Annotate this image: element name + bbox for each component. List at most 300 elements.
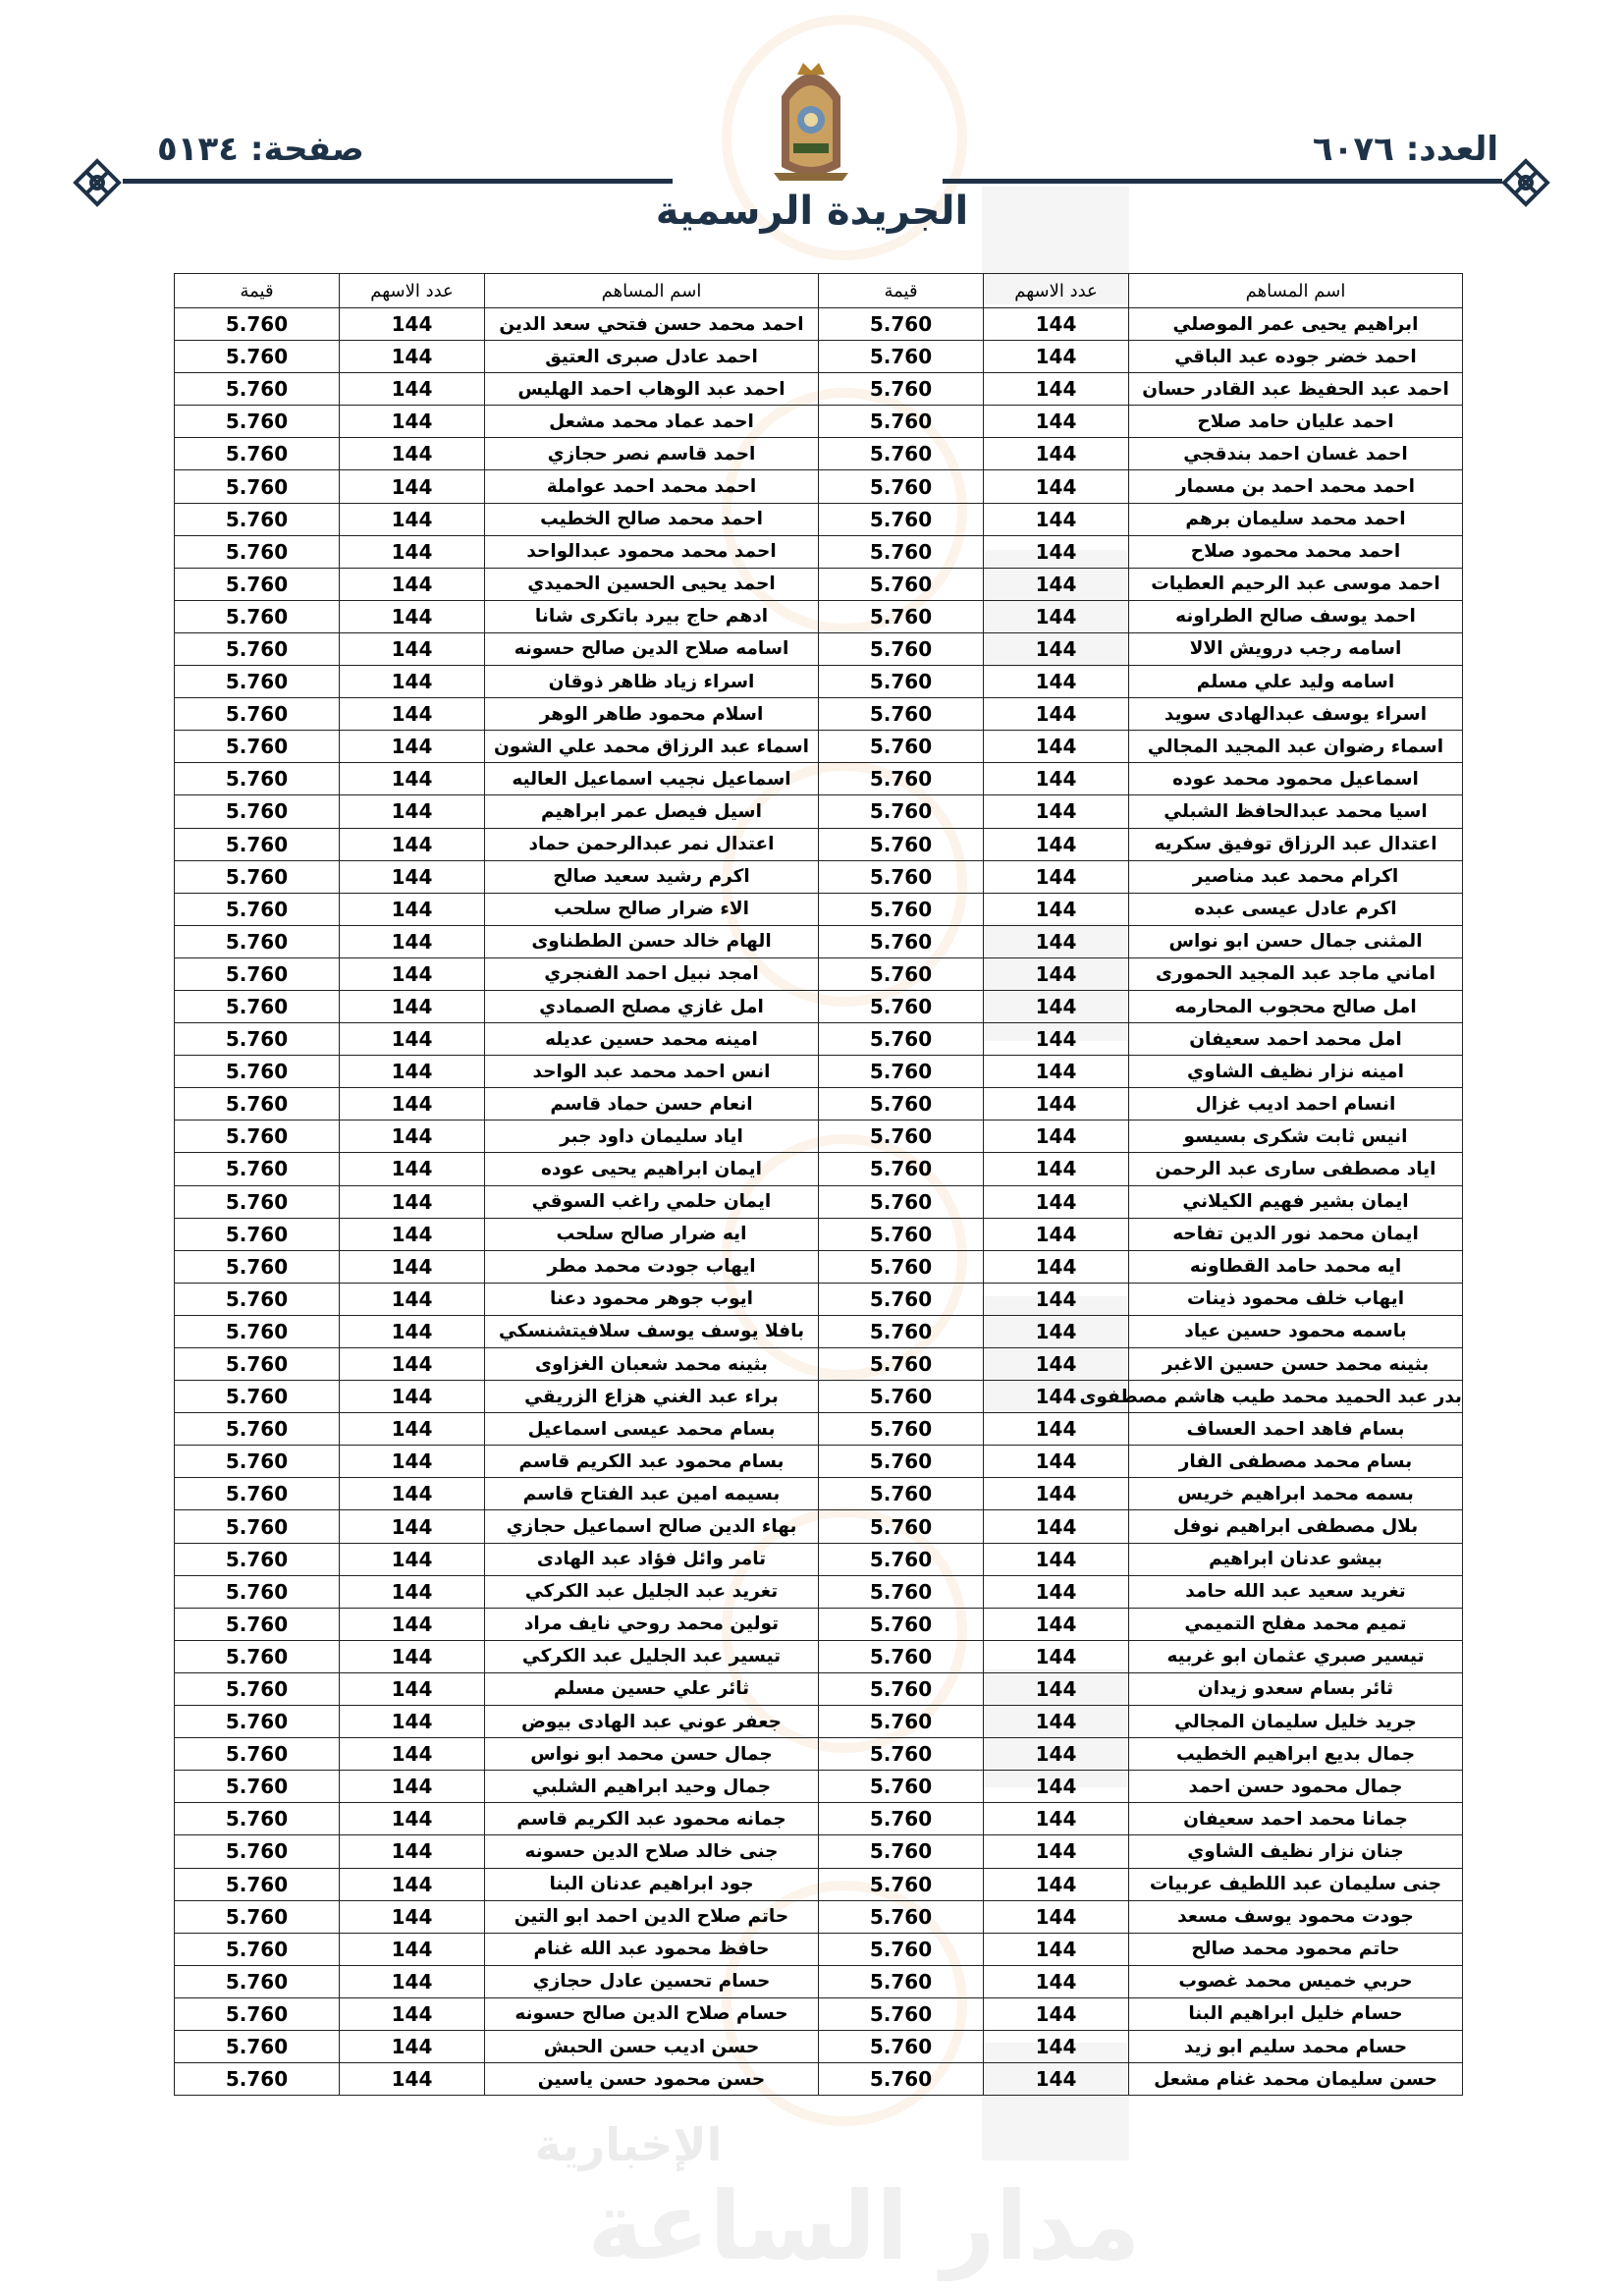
shareholder-name-right: بيشو عدنان ابراهيم — [1129, 1543, 1463, 1575]
share-value-left: 5.760 — [175, 1868, 340, 1900]
share-value-left: 5.760 — [175, 1283, 340, 1315]
shareholder-name-left: احمد محمد محمود عبدالواحد — [485, 535, 819, 568]
table-row — [175, 1738, 1463, 1771]
shareholder-name-right: اسماعيل محمود محمد عوده — [1129, 763, 1463, 795]
share-count-right: 144 — [984, 568, 1129, 600]
shareholder-name-left: احمد عادل صبرى العتيق — [485, 341, 819, 373]
table-row — [175, 308, 1463, 341]
shareholder-name-right: اسماء رضوان عبد المجيد المجالي — [1129, 731, 1463, 763]
share-value-left: 5.760 — [175, 1023, 340, 1056]
header-value-left: قيمة — [175, 274, 340, 308]
share-value-left: 5.760 — [175, 438, 340, 470]
share-value-right: 5.760 — [819, 957, 984, 990]
share-count-right: 144 — [984, 795, 1129, 828]
share-value-left: 5.760 — [175, 632, 340, 665]
shareholder-name-left: اياد سليمان داود جبر — [485, 1121, 819, 1153]
table-row — [175, 1315, 1463, 1347]
shareholder-name-right: حسام محمد سليم ابو زيد — [1129, 2030, 1463, 2062]
share-value-right: 5.760 — [819, 1218, 984, 1250]
share-value-left: 5.760 — [175, 1185, 340, 1218]
shareholder-name-right: احمد عليان حامد صلاح — [1129, 406, 1463, 438]
shareholder-name-left: اسراء زياد ظاهر ذوقان — [485, 666, 819, 698]
share-count-right: 144 — [984, 1250, 1129, 1283]
share-value-right: 5.760 — [819, 406, 984, 438]
share-value-right: 5.760 — [819, 1446, 984, 1478]
share-count-left: 144 — [340, 1121, 485, 1153]
share-count-right: 144 — [984, 1575, 1129, 1608]
table-row — [175, 1543, 1463, 1575]
share-value-right: 5.760 — [819, 373, 984, 406]
shareholder-name-left: احمد عماد محمد مشعل — [485, 406, 819, 438]
table-row — [175, 406, 1463, 438]
share-count-right: 144 — [984, 1283, 1129, 1315]
table-body — [175, 308, 1463, 2096]
table-row — [175, 1868, 1463, 1900]
share-value-left: 5.760 — [175, 1965, 340, 1997]
share-value-left: 5.760 — [175, 698, 340, 731]
table-row — [175, 568, 1463, 600]
shareholder-name-right: ايمان بشير فهيم الكيلاني — [1129, 1185, 1463, 1218]
share-count-left: 144 — [340, 893, 485, 925]
share-count-right: 144 — [984, 893, 1129, 925]
share-count-left: 144 — [340, 1283, 485, 1315]
shareholder-name-right: احمد يوسف صالح الطراونه — [1129, 600, 1463, 632]
shareholder-name-left: اعتدال نمر عبدالرحمن حماد — [485, 828, 819, 860]
shareholder-name-left: امجد نبيل احمد الفنجري — [485, 957, 819, 990]
share-value-left: 5.760 — [175, 1835, 340, 1868]
table-row — [175, 763, 1463, 795]
share-count-right: 144 — [984, 1706, 1129, 1738]
share-value-right: 5.760 — [819, 2030, 984, 2062]
shareholder-name-left: ايمان حلمي راغب السوقي — [485, 1185, 819, 1218]
share-value-left: 5.760 — [175, 470, 340, 503]
shareholder-name-right: ايمان محمد نور الدين تفاحه — [1129, 1218, 1463, 1250]
shareholder-name-left: براء عبد الغني هزاع الزريقي — [485, 1381, 819, 1413]
shareholder-name-right: اسامه رجب درويش الالا — [1129, 632, 1463, 665]
shareholder-name-left: اسيل فيصل عمر ابراهيم — [485, 795, 819, 828]
share-value-left: 5.760 — [175, 763, 340, 795]
share-count-left: 144 — [340, 925, 485, 957]
shareholder-name-right: احمد محمد محمود صلاح — [1129, 535, 1463, 568]
share-value-right: 5.760 — [819, 795, 984, 828]
shareholder-name-left: احمد قاسم نصر حجازي — [485, 438, 819, 470]
share-count-left: 144 — [340, 828, 485, 860]
share-value-left: 5.760 — [175, 1250, 340, 1283]
share-count-right: 144 — [984, 1933, 1129, 1965]
share-value-left: 5.760 — [175, 341, 340, 373]
share-count-left: 144 — [340, 1510, 485, 1543]
shareholder-name-left: بسام محمد عيسى اسماعيل — [485, 1413, 819, 1446]
shareholder-name-right: احمد محمد احمد بن مسمار — [1129, 470, 1463, 503]
shareholders-table-container — [175, 273, 1463, 2096]
share-value-left: 5.760 — [175, 1056, 340, 1088]
share-value-left: 5.760 — [175, 1315, 340, 1347]
share-value-left: 5.760 — [175, 1153, 340, 1185]
shareholder-name-left: تامر وائل فؤاد عبد الهادى — [485, 1543, 819, 1575]
shareholder-name-left: بسيمه امين عبد الفتاح قاسم — [485, 1478, 819, 1510]
shareholder-name-right: اكرم عادل عيسى عبده — [1129, 893, 1463, 925]
shareholder-name-right: تميم محمد مفلح التميمي — [1129, 1608, 1463, 1640]
shareholder-name-right: ثائر بسام سعدو زيدان — [1129, 1672, 1463, 1705]
share-count-right: 144 — [984, 1348, 1129, 1381]
share-count-right: 144 — [984, 632, 1129, 665]
share-value-right: 5.760 — [819, 828, 984, 860]
shareholder-name-left: انعام حسن حماد قاسم — [485, 1088, 819, 1121]
share-count-right: 144 — [984, 1153, 1129, 1185]
share-count-right: 144 — [984, 2030, 1129, 2062]
share-value-right: 5.760 — [819, 1835, 984, 1868]
shareholder-name-right: ايهاب خلف محمود ذينات — [1129, 1283, 1463, 1315]
share-count-right: 144 — [984, 1672, 1129, 1705]
table-row — [175, 1056, 1463, 1088]
share-value-left: 5.760 — [175, 1446, 340, 1478]
share-count-right: 144 — [984, 1088, 1129, 1121]
header-name-left: اسم المساهم — [485, 274, 819, 308]
table-row — [175, 1640, 1463, 1672]
shareholder-name-right: احمد محمد سليمان برهم — [1129, 503, 1463, 535]
share-count-left: 144 — [340, 535, 485, 568]
shareholder-name-left: ايمان ابراهيم يحيى عوده — [485, 1153, 819, 1185]
share-value-left: 5.760 — [175, 1933, 340, 1965]
shareholder-name-left: ايه ضرار صالح سلحب — [485, 1218, 819, 1250]
share-value-right: 5.760 — [819, 1771, 984, 1803]
shareholder-name-left: جنى خالد صلاح الدين حسونه — [485, 1835, 819, 1868]
share-value-right: 5.760 — [819, 860, 984, 893]
shareholder-name-right: احمد عبد الحفيظ عبد القادر حسان — [1129, 373, 1463, 406]
shareholder-name-right: باسمه محمود حسين عياد — [1129, 1315, 1463, 1347]
table-row — [175, 1835, 1463, 1868]
share-value-right: 5.760 — [819, 1706, 984, 1738]
share-count-left: 144 — [340, 1997, 485, 2030]
shareholder-name-left: احمد يحيى الحسين الحميدي — [485, 568, 819, 600]
share-count-left: 144 — [340, 1672, 485, 1705]
table-row — [175, 535, 1463, 568]
shareholder-name-right: اكرام محمد عبد مناصير — [1129, 860, 1463, 893]
share-value-left: 5.760 — [175, 1672, 340, 1705]
share-value-left: 5.760 — [175, 1413, 340, 1446]
shareholder-name-left: حسن اديب حسن الحبش — [485, 2030, 819, 2062]
table-row — [175, 1672, 1463, 1705]
share-count-left: 144 — [340, 1543, 485, 1575]
share-value-right: 5.760 — [819, 1088, 984, 1121]
share-value-right: 5.760 — [819, 1121, 984, 1153]
share-value-right: 5.760 — [819, 1965, 984, 1997]
shareholder-name-left: حسام تحسين عادل حجازي — [485, 1965, 819, 1997]
shareholder-name-left: اسلام محمود طاهر الوهر — [485, 698, 819, 731]
shareholder-name-right: بلال مصطفى ابراهيم نوفل — [1129, 1510, 1463, 1543]
share-count-left: 144 — [340, 860, 485, 893]
share-value-right: 5.760 — [819, 1023, 984, 1056]
table-row — [175, 795, 1463, 828]
share-count-left: 144 — [340, 698, 485, 731]
table-row — [175, 893, 1463, 925]
share-value-right: 5.760 — [819, 698, 984, 731]
share-value-left: 5.760 — [175, 1381, 340, 1413]
table-row — [175, 1900, 1463, 1933]
share-count-left: 144 — [340, 1608, 485, 1640]
share-count-left: 144 — [340, 2063, 485, 2096]
shareholder-name-right: اياد مصطفى سارى عبد الرحمن — [1129, 1153, 1463, 1185]
shareholder-name-right: تيسير صبري عثمان ابو غربيه — [1129, 1640, 1463, 1672]
share-value-left: 5.760 — [175, 1738, 340, 1771]
shareholder-name-right: امينه نزار نظيف الشاوي — [1129, 1056, 1463, 1088]
shareholder-name-left: جمال حسن محمد ابو نواس — [485, 1738, 819, 1771]
shareholder-name-right: جودت محمود يوسف مسعد — [1129, 1900, 1463, 1933]
share-count-right: 144 — [984, 373, 1129, 406]
share-value-left: 5.760 — [175, 1640, 340, 1672]
share-value-left: 5.760 — [175, 535, 340, 568]
share-count-left: 144 — [340, 438, 485, 470]
share-value-right: 5.760 — [819, 1803, 984, 1835]
shareholder-name-right: جمال بديع ابراهيم الخطيب — [1129, 1738, 1463, 1771]
share-value-right: 5.760 — [819, 470, 984, 503]
table-row — [175, 632, 1463, 665]
shareholder-name-left: تولين محمد روحي نايف مراد — [485, 1608, 819, 1640]
share-value-left: 5.760 — [175, 990, 340, 1022]
shareholder-name-right: بسمه محمد ابراهيم خريس — [1129, 1478, 1463, 1510]
share-value-right: 5.760 — [819, 1900, 984, 1933]
share-count-left: 144 — [340, 373, 485, 406]
share-count-left: 144 — [340, 1640, 485, 1672]
share-value-right: 5.760 — [819, 763, 984, 795]
share-count-right: 144 — [984, 828, 1129, 860]
table-row — [175, 1575, 1463, 1608]
share-count-left: 144 — [340, 632, 485, 665]
share-value-left: 5.760 — [175, 2030, 340, 2062]
share-count-left: 144 — [340, 600, 485, 632]
shareholder-name-left: بسام محمود عبد الكريم قاسم — [485, 1446, 819, 1478]
share-count-left: 144 — [340, 1348, 485, 1381]
shareholder-name-right: انيس ثابت شكرى بسيسو — [1129, 1121, 1463, 1153]
share-value-right: 5.760 — [819, 308, 984, 341]
share-value-right: 5.760 — [819, 990, 984, 1022]
share-value-left: 5.760 — [175, 308, 340, 341]
share-count-left: 144 — [340, 1088, 485, 1121]
shareholder-name-left: حسن محمود حسن ياسين — [485, 2063, 819, 2096]
share-count-right: 144 — [984, 503, 1129, 535]
shareholder-name-right: احمد موسى عبد الرحيم العطيات — [1129, 568, 1463, 600]
shareholder-name-right: بسام محمد مصطفى الفار — [1129, 1446, 1463, 1478]
share-count-right: 144 — [984, 1965, 1129, 1997]
share-value-left: 5.760 — [175, 568, 340, 600]
share-count-right: 144 — [984, 308, 1129, 341]
share-value-left: 5.760 — [175, 1608, 340, 1640]
shareholder-name-right: اعتدال عبد الرزاق توفيق سكريه — [1129, 828, 1463, 860]
shareholder-name-right: جمال محمود حسن احمد — [1129, 1771, 1463, 1803]
share-count-left: 144 — [340, 1575, 485, 1608]
share-count-left: 144 — [340, 1056, 485, 1088]
share-count-right: 144 — [984, 1381, 1129, 1413]
shareholder-name-right: جنان نزار نظيف الشاوي — [1129, 1835, 1463, 1868]
share-value-left: 5.760 — [175, 828, 340, 860]
share-value-left: 5.760 — [175, 1706, 340, 1738]
share-value-right: 5.760 — [819, 1933, 984, 1965]
share-count-right: 144 — [984, 763, 1129, 795]
share-value-right: 5.760 — [819, 1738, 984, 1771]
shareholder-name-right: جمانا محمد احمد سعيفان — [1129, 1803, 1463, 1835]
share-value-right: 5.760 — [819, 341, 984, 373]
share-value-right: 5.760 — [819, 1510, 984, 1543]
shareholder-name-left: ايوب جوهر محمود دعنا — [485, 1283, 819, 1315]
table-row — [175, 600, 1463, 632]
share-count-right: 144 — [984, 406, 1129, 438]
share-count-left: 144 — [340, 1706, 485, 1738]
share-count-right: 144 — [984, 341, 1129, 373]
table-row — [175, 1153, 1463, 1185]
table-row — [175, 990, 1463, 1022]
share-count-left: 144 — [340, 1868, 485, 1900]
table-row — [175, 1997, 1463, 2030]
table-row — [175, 1933, 1463, 1965]
share-value-right: 5.760 — [819, 1640, 984, 1672]
page-title: الجريدة الرسمية — [655, 189, 969, 234]
share-count-left: 144 — [340, 503, 485, 535]
share-count-left: 144 — [340, 470, 485, 503]
share-count-left: 144 — [340, 1185, 485, 1218]
shareholder-name-left: امل غازي مصلح الصمادي — [485, 990, 819, 1022]
shareholder-name-right: اسراء يوسف عبدالهادى سويد — [1129, 698, 1463, 731]
shareholder-name-left: احمد محمد صالح الخطيب — [485, 503, 819, 535]
table-row — [175, 860, 1463, 893]
share-count-left: 144 — [340, 568, 485, 600]
header-shares-right: عدد الاسهم — [984, 274, 1129, 308]
share-value-right: 5.760 — [819, 438, 984, 470]
share-count-right: 144 — [984, 1835, 1129, 1868]
share-value-left: 5.760 — [175, 1478, 340, 1510]
share-count-right: 144 — [984, 1121, 1129, 1153]
table-header-row — [175, 274, 1463, 308]
share-value-left: 5.760 — [175, 666, 340, 698]
shareholder-name-right: احمد خضر جوده عبد الباقي — [1129, 341, 1463, 373]
share-count-right: 144 — [984, 1056, 1129, 1088]
share-count-right: 144 — [984, 1868, 1129, 1900]
share-value-right: 5.760 — [819, 568, 984, 600]
share-value-left: 5.760 — [175, 925, 340, 957]
share-count-left: 144 — [340, 1478, 485, 1510]
shareholder-name-left: جعفر عوني عبد الهادى بيوض — [485, 1706, 819, 1738]
share-count-right: 144 — [984, 1608, 1129, 1640]
shareholder-name-left: حافظ محمود عبد الله غنام — [485, 1933, 819, 1965]
shareholder-name-left: اسماء عبد الرزاق محمد علي الشون — [485, 731, 819, 763]
shareholder-name-right: اسيا محمد عبدالحافظ الشبلي — [1129, 795, 1463, 828]
watermark-text-large: مدار الساعة — [587, 2171, 1141, 2281]
share-count-right: 144 — [984, 1771, 1129, 1803]
shareholder-name-right: جريد خليل سليمان المجالي — [1129, 1706, 1463, 1738]
shareholder-name-right: بسام فاهد احمد العساف — [1129, 1413, 1463, 1446]
shareholder-name-left: جمانه محمود عبد الكريم قاسم — [485, 1803, 819, 1835]
shareholder-name-left: ادهم حاج بيرد باتكرى شانا — [485, 600, 819, 632]
issue-number: العدد: ٦٠٧٦ — [1312, 130, 1498, 169]
share-count-left: 144 — [340, 1446, 485, 1478]
share-count-left: 144 — [340, 763, 485, 795]
share-value-left: 5.760 — [175, 893, 340, 925]
share-count-right: 144 — [984, 1803, 1129, 1835]
shareholder-name-right: بدر عبد الحميد محمد طيب هاشم مصطفوى — [1129, 1381, 1463, 1413]
watermark-text-small: الإخبارية — [534, 2118, 723, 2171]
shareholder-name-right: امل صالح محجوب المحارمه — [1129, 990, 1463, 1022]
share-value-left: 5.760 — [175, 1121, 340, 1153]
table-row — [175, 925, 1463, 957]
table-row — [175, 2030, 1463, 2062]
shareholder-name-left: حسام صلاح الدين صالح حسونه — [485, 1997, 819, 2030]
share-count-right: 144 — [984, 1185, 1129, 1218]
table-row — [175, 1771, 1463, 1803]
shareholder-name-left: تيسير عبد الجليل عبد الكركي — [485, 1640, 819, 1672]
share-value-left: 5.760 — [175, 1900, 340, 1933]
share-count-right: 144 — [984, 1738, 1129, 1771]
shareholder-name-left: انس احمد محمد عبد الواحد — [485, 1056, 819, 1088]
table-row — [175, 1218, 1463, 1250]
share-value-right: 5.760 — [819, 1283, 984, 1315]
share-value-left: 5.760 — [175, 2063, 340, 2096]
share-count-left: 144 — [340, 341, 485, 373]
shareholder-name-left: ثائر علي حسين مسلم — [485, 1672, 819, 1705]
shareholder-name-left: امينه محمد حسين عديله — [485, 1023, 819, 1056]
table-row — [175, 1706, 1463, 1738]
shareholder-name-left: ايهاب جودت محمد مطر — [485, 1250, 819, 1283]
share-value-right: 5.760 — [819, 1478, 984, 1510]
share-count-right: 144 — [984, 2063, 1129, 2096]
share-value-left: 5.760 — [175, 406, 340, 438]
share-value-right: 5.760 — [819, 1153, 984, 1185]
share-value-left: 5.760 — [175, 1997, 340, 2030]
share-value-left: 5.760 — [175, 1803, 340, 1835]
shareholder-name-right: جنى سليمان عبد اللطيف عربيات — [1129, 1868, 1463, 1900]
table-row — [175, 1510, 1463, 1543]
share-value-left: 5.760 — [175, 373, 340, 406]
share-value-left: 5.760 — [175, 1088, 340, 1121]
share-count-right: 144 — [984, 731, 1129, 763]
shareholder-name-right: ابراهيم يحيى عمر الموصلي — [1129, 308, 1463, 341]
share-count-right: 144 — [984, 1997, 1129, 2030]
table-row — [175, 470, 1463, 503]
page-number: صفحة: ٥١٣٤ — [157, 130, 364, 169]
share-value-left: 5.760 — [175, 957, 340, 990]
share-value-left: 5.760 — [175, 1510, 340, 1543]
share-count-left: 144 — [340, 1218, 485, 1250]
header-shares-left: عدد الاسهم — [340, 274, 485, 308]
share-value-right: 5.760 — [819, 1575, 984, 1608]
share-count-left: 144 — [340, 1835, 485, 1868]
shareholder-name-left: اسماعيل نجيب اسماعيل العاليه — [485, 763, 819, 795]
header-rule-left — [123, 179, 673, 184]
share-value-right: 5.760 — [819, 1348, 984, 1381]
share-count-left: 144 — [340, 1771, 485, 1803]
share-value-left: 5.760 — [175, 503, 340, 535]
header-rule-right — [943, 179, 1502, 184]
share-count-right: 144 — [984, 600, 1129, 632]
share-count-right: 144 — [984, 860, 1129, 893]
shareholder-name-right: حاتم محمود محمد صالح — [1129, 1933, 1463, 1965]
share-count-right: 144 — [984, 1900, 1129, 1933]
table-row — [175, 373, 1463, 406]
table-row — [175, 341, 1463, 373]
shareholder-name-left: جمال وحيد ابراهيم الشلبي — [485, 1771, 819, 1803]
share-value-left: 5.760 — [175, 1348, 340, 1381]
share-value-left: 5.760 — [175, 1543, 340, 1575]
table-row — [175, 698, 1463, 731]
shareholder-name-left: بثينه محمد شعبان الغزاوى — [485, 1348, 819, 1381]
share-value-left: 5.760 — [175, 860, 340, 893]
share-count-right: 144 — [984, 535, 1129, 568]
share-count-right: 144 — [984, 1023, 1129, 1056]
share-value-right: 5.760 — [819, 1185, 984, 1218]
share-count-left: 144 — [340, 666, 485, 698]
table-row — [175, 1121, 1463, 1153]
table-row — [175, 1478, 1463, 1510]
share-value-right: 5.760 — [819, 1608, 984, 1640]
table-row — [175, 1023, 1463, 1056]
